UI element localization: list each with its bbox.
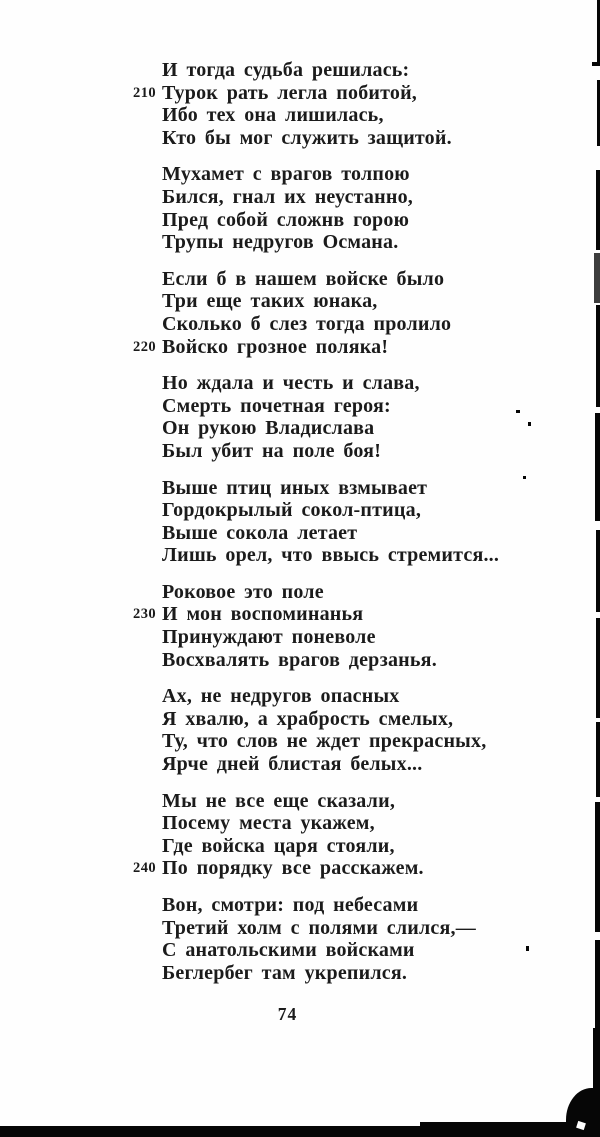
verse-line-text: Сколько б слез тогда пролило [162, 312, 452, 335]
verse-line-text: Выше сокола летает [162, 521, 358, 544]
verse-line-text: Выше птиц иных взмывает [162, 476, 428, 499]
verse-line [162, 812, 499, 835]
stanza-9 [162, 894, 499, 984]
verse-line-text: Третий холм с полями слился,— [162, 916, 476, 939]
verse-line-text: Но ждала и честь и слава, [162, 372, 420, 395]
verse-line [162, 708, 499, 731]
ink-speck [528, 422, 531, 426]
verse-line-text: Мы не все еще сказали, [162, 789, 396, 812]
verse-line-text: Пред собой сложнв горою [162, 208, 410, 231]
verse-line [162, 268, 499, 291]
verse-line [162, 290, 499, 313]
verse-line [162, 127, 499, 150]
verse-line [162, 730, 499, 753]
verse-line-text: И тогда судьба решилась: [162, 59, 410, 81]
verse-line-number: 230 [133, 606, 156, 623]
verse-line-text: Восхвалять врагов дерзанья. [162, 648, 437, 671]
verse-line-text: Турок рать легла побитой, [162, 81, 418, 104]
verse-line [133, 335, 499, 359]
verse-line-text: Трупы недругов Османа. [162, 231, 399, 254]
verse-line [162, 581, 499, 604]
verse-line [133, 81, 499, 105]
stanza-8 [133, 789, 499, 880]
scan-edge-artifact [596, 170, 600, 250]
verse-line [162, 939, 499, 962]
poem-text-block [133, 59, 500, 998]
verse-line [162, 104, 499, 127]
scan-edge-artifact [596, 722, 600, 797]
verse-line-text: Смерть почетная героя: [162, 394, 391, 417]
verse-line [162, 209, 499, 232]
verse-line-text: Был убит на поле боя! [162, 439, 382, 462]
verse-line-number: 240 [133, 860, 156, 877]
verse-line [162, 790, 499, 813]
verse-line-text: Бился, гнал их неустанно, [162, 185, 413, 208]
verse-line [162, 522, 499, 545]
verse-line [162, 231, 499, 254]
scan-edge-artifact [595, 802, 600, 932]
verse-line [133, 603, 499, 626]
verse-line-text: Вон, смотри: под небесами [162, 894, 419, 916]
verse-line-text: По порядку все расскажем. [162, 857, 424, 880]
stanza-3 [133, 267, 499, 358]
ink-speck [523, 476, 526, 479]
scan-edge-artifact [595, 940, 600, 1028]
verse-line [162, 835, 499, 858]
verse-line [162, 544, 499, 567]
verse-line-text: С анатольскими войсками [162, 939, 415, 962]
verse-line-number: 220 [133, 338, 156, 355]
verse-line-text: Принуждают поневоле [162, 626, 376, 649]
scan-bottom-band-artifact [420, 1122, 600, 1137]
verse-line [162, 962, 499, 985]
scan-edge-artifact [596, 530, 600, 612]
verse-line [162, 372, 499, 395]
verse-line [162, 313, 499, 336]
verse-line-text: Гордокрылый сокол-птица, [162, 499, 422, 522]
stanza-7 [162, 685, 499, 775]
verse-line-text: Где войска царя стояли, [162, 834, 395, 857]
verse-line [133, 857, 499, 880]
verse-line-text: Роковое это поле [162, 580, 324, 603]
verse-line-text: Мухамет с врагов толпою [162, 163, 410, 186]
page-number: 74 [277, 1004, 298, 1024]
stanza-2 [162, 163, 499, 253]
verse-line [162, 499, 499, 522]
verse-line-text: Он рукою Владислава [162, 417, 375, 440]
scan-edge-artifact [594, 253, 600, 303]
verse-line-text: Ту, что слов не ждет прекрасных, [162, 730, 487, 753]
verse-line [162, 894, 499, 917]
verse-line [162, 477, 499, 500]
verse-line [162, 417, 499, 440]
scan-edge-artifact [596, 305, 600, 407]
verse-line-text: Лишь орел, что ввысь стремится... [162, 544, 500, 567]
verse-line-text: Если б в нашем войске было [162, 267, 445, 290]
verse-line-text: Посему места укажем, [162, 812, 375, 835]
verse-line [162, 649, 499, 672]
ink-speck [526, 946, 529, 951]
verse-line [162, 440, 499, 463]
verse-line-text: Войско грозное поляка! [162, 335, 389, 358]
verse-line-text: Ах, не недругов опасных [162, 685, 400, 708]
stanza-4 [162, 372, 499, 462]
verse-line [162, 917, 499, 940]
stanza-1 [133, 59, 499, 149]
scan-edge-artifact [595, 413, 600, 521]
verse-line [162, 685, 499, 708]
verse-line [162, 626, 499, 649]
verse-line-text: Три еще таких юнака, [162, 290, 378, 313]
scan-edge-artifact [596, 618, 600, 718]
verse-line [162, 395, 499, 418]
verse-line [162, 186, 499, 209]
verse-line [162, 753, 499, 776]
verse-line-text: Беглербег там укрепился. [162, 961, 408, 984]
verse-line-text: И мон воспоминанья [162, 603, 364, 626]
verse-line [162, 59, 499, 82]
verse-line-text: Ярче дней блистая белых... [162, 753, 423, 776]
verse-line-text: Кто бы мог служить защитой. [162, 126, 452, 149]
ink-speck [516, 410, 520, 413]
verse-line-text: Ибо тех она лишилась, [162, 104, 384, 127]
verse-line [162, 163, 499, 186]
verse-line-number: 210 [133, 84, 156, 101]
stanza-6 [133, 580, 499, 671]
verse-line-text: Я хвалю, а храбрость смелых, [162, 707, 454, 730]
scan-edge-artifact [592, 62, 600, 66]
stanza-5 [162, 477, 499, 567]
